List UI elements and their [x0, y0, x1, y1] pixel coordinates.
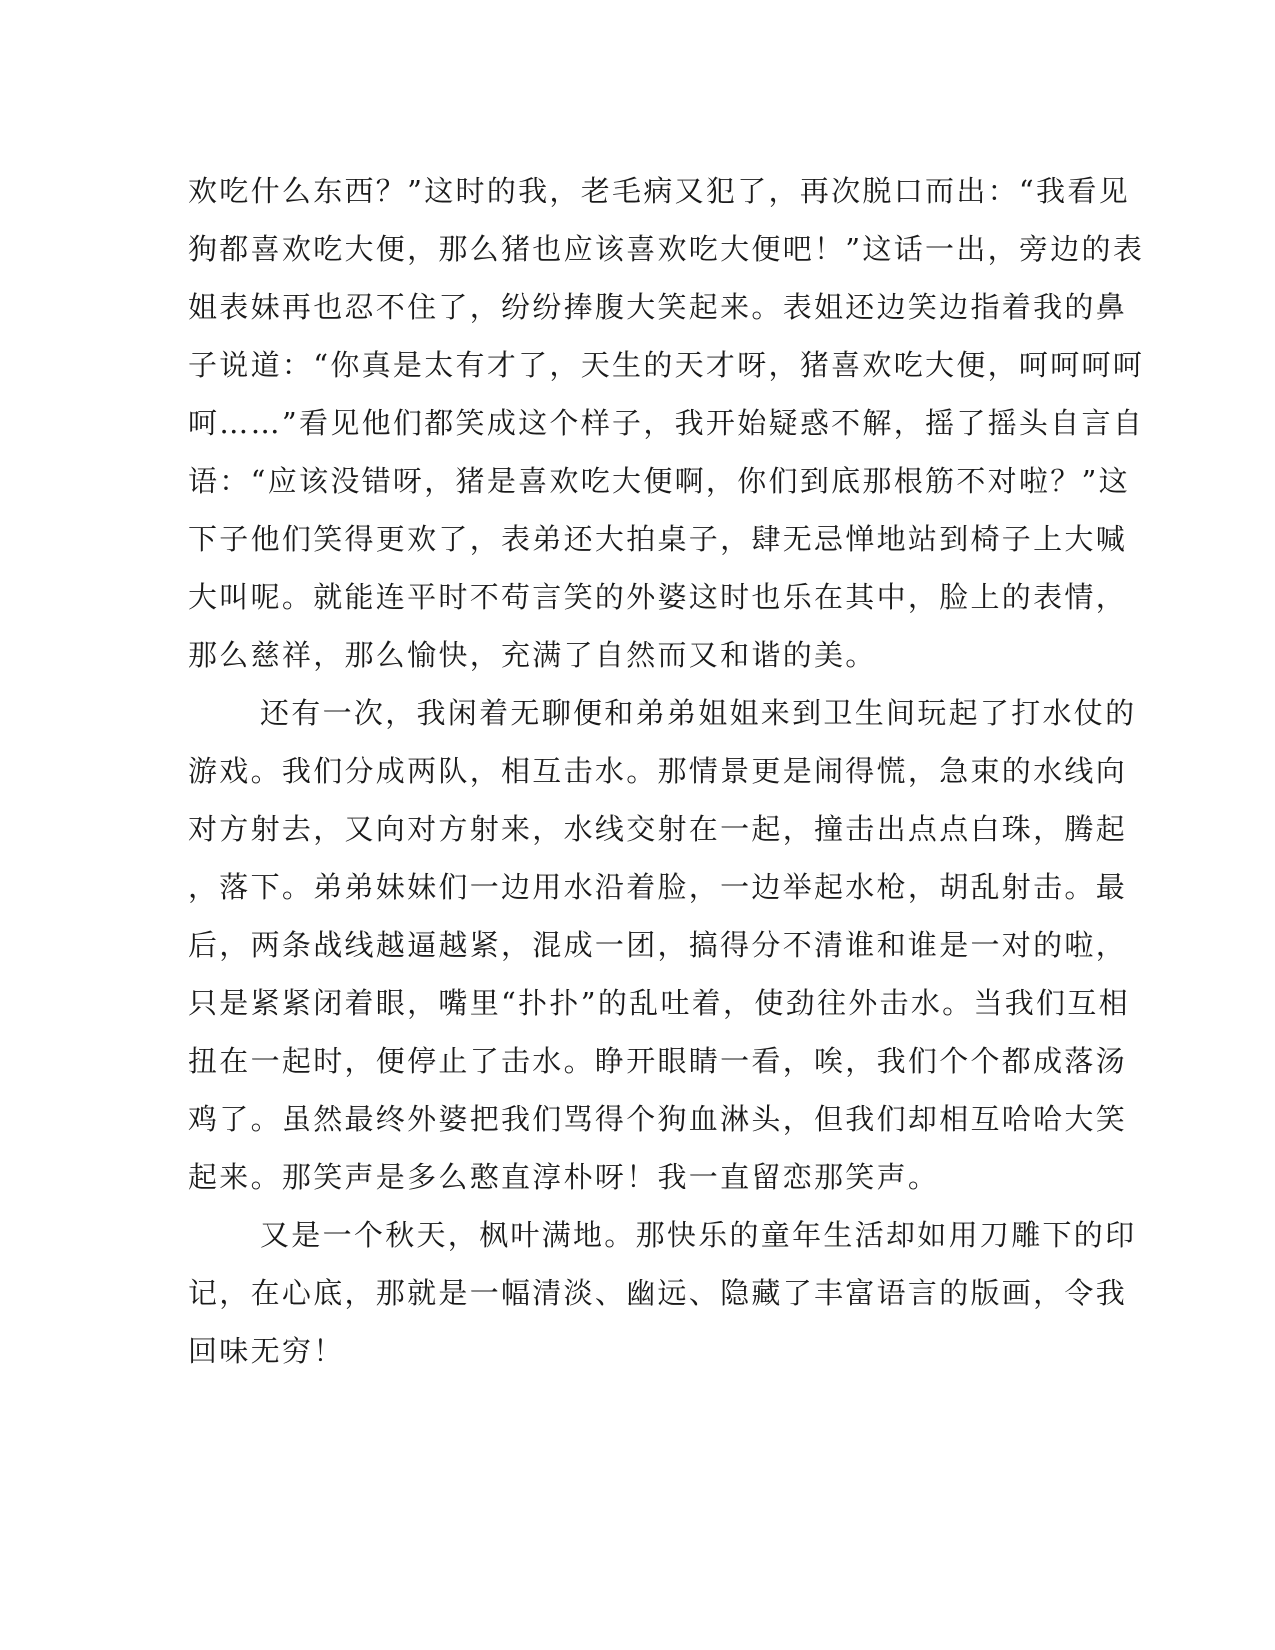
text-line-6: 语：“应该没错呀，猪是喜欢吃大便啊，你们到底那根筋不对啦？”这 — [188, 464, 1130, 498]
text-line-11: 游戏。我们分成两队，相互击水。那情景更是闹得慌，急束的水线向 — [188, 754, 1128, 788]
text-line-10-paragraph-start: 还有一次，我闲着无聊便和弟弟姐姐来到卫生间玩起了打水仗的 — [260, 696, 1137, 730]
text-line-4: 子说道：“你真是太有才了，天生的天才呀，猪喜欢吃大便，呵呵呵呵 — [188, 348, 1145, 382]
text-line-2: 狗都喜欢吃大便，那么猪也应该喜欢吃大便吧！”这话一出，旁边的表 — [188, 232, 1145, 266]
text-line-18: 起来。那笑声是多么憨直淳朴呀！我一直留恋那笑声。 — [188, 1160, 940, 1194]
text-line-8: 大叫呢。就能连平时不苟言笑的外婆这时也乐在其中，脸上的表情， — [188, 580, 1128, 614]
text-line-21: 回味无穷！ — [188, 1334, 345, 1368]
text-line-7: 下子他们笑得更欢了，表弟还大拍桌子，肆无忌惮地站到椅子上大喊 — [188, 522, 1128, 556]
text-line-13: ，落下。弟弟妹妹们一边用水沿着脸，一边举起水枪，胡乱射击。最 — [188, 870, 1128, 904]
text-line-20: 记，在心底，那就是一幅清淡、幽远、隐藏了丰富语言的版画，令我 — [188, 1276, 1128, 1310]
text-line-9: 那么慈祥，那么愉快，充满了自然而又和谐的美。 — [188, 638, 877, 672]
text-line-3: 姐表妹再也忍不住了，纷纷捧腹大笑起来。表姐还边笑边指着我的鼻 — [188, 290, 1128, 324]
text-line-12: 对方射去，又向对方射来，水线交射在一起，撞击出点点白珠，腾起 — [188, 812, 1128, 846]
text-line-14: 后，两条战线越逼越紧，混成一团，搞得分不清谁和谁是一对的啦， — [188, 928, 1128, 962]
text-line-15: 只是紧紧闭着眼，嘴里“扑扑”的乱吐着，使劲往外击水。当我们互相 — [188, 986, 1130, 1020]
text-line-16: 扭在一起时，便停止了击水。睁开眼睛一看，唉，我们个个都成落汤 — [188, 1044, 1128, 1078]
text-line-19-paragraph-start: 又是一个秋天，枫叶满地。那快乐的童年生活却如用刀雕下的印 — [260, 1218, 1137, 1252]
text-line-5: 呵……”看见他们都笑成这个样子，我开始疑惑不解，摇了摇头自言自 — [188, 406, 1145, 440]
text-line-17: 鸡了。虽然最终外婆把我们骂得个狗血淋头，但我们却相互哈哈大笑 — [188, 1102, 1128, 1136]
essay-text-block — [188, 162, 1145, 1380]
text-line-1: 欢吃什么东西？”这时的我，老毛病又犯了，再次脱口而出：“我看见 — [188, 174, 1130, 208]
